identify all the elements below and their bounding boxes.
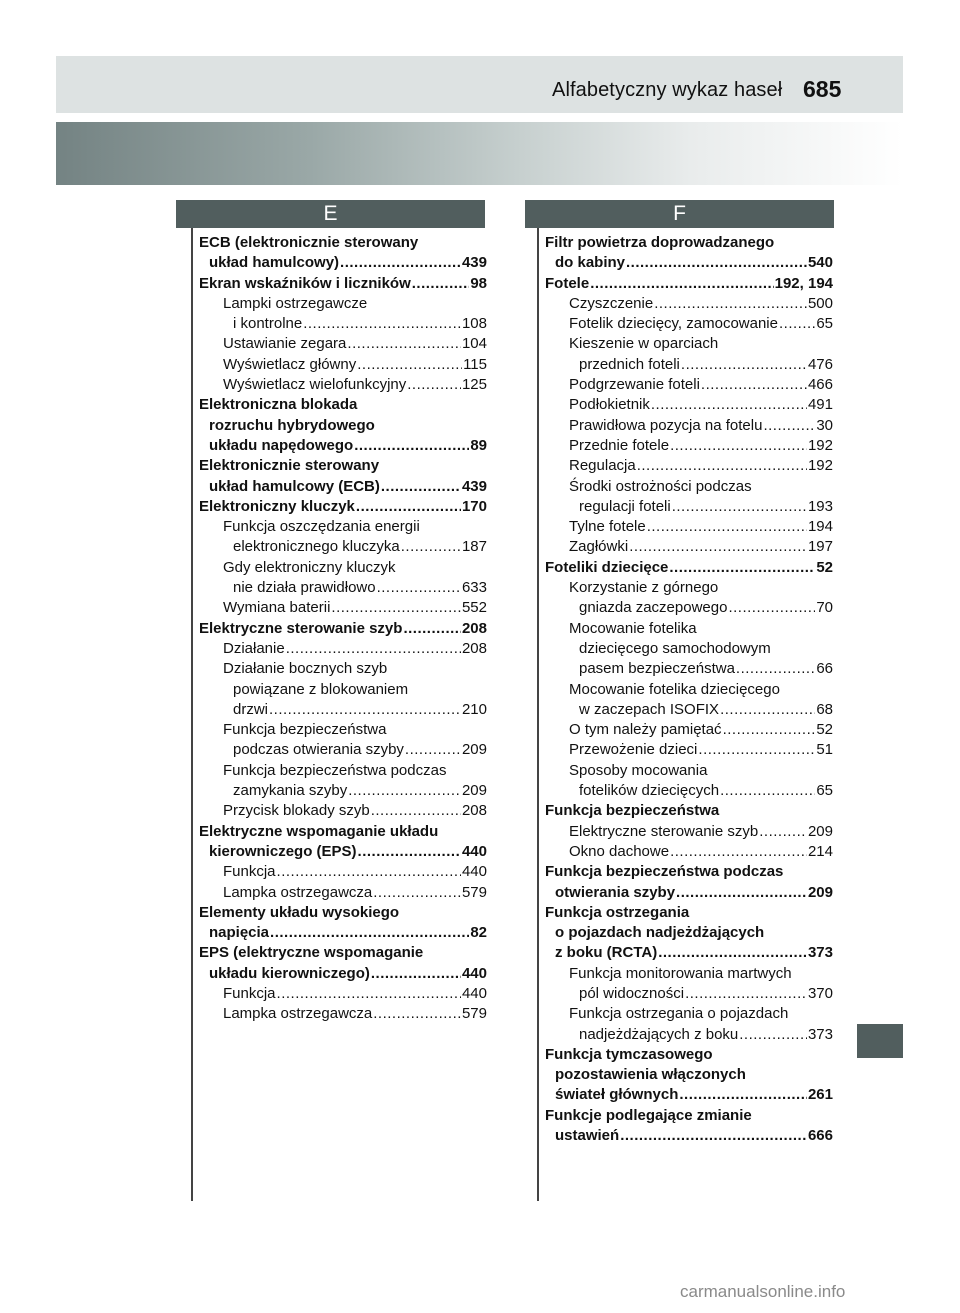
index-subentry bbox=[545, 314, 833, 334]
page-reference[interactable]: 89 bbox=[470, 436, 487, 454]
page-reference[interactable]: 65 bbox=[816, 315, 833, 333]
index-subentry bbox=[545, 517, 833, 537]
page-reference[interactable]: 440 bbox=[461, 964, 487, 982]
dot-leader bbox=[373, 883, 461, 903]
page-reference[interactable]: 104 bbox=[461, 335, 487, 353]
chapter-side-tab[interactable] bbox=[857, 1024, 903, 1058]
dot-leader bbox=[407, 375, 461, 395]
entry-text: Zagłówki bbox=[569, 538, 629, 556]
entry-text: Środki ostrożności podczas bbox=[569, 477, 752, 495]
column-divider-left bbox=[191, 228, 193, 1201]
entry-text: Funkcja ostrzegania bbox=[545, 903, 690, 921]
dot-leader bbox=[759, 822, 807, 842]
entry-text: o pojazdach nadjeżdżających bbox=[555, 924, 765, 942]
index-entry bbox=[199, 274, 487, 294]
entry-text: pozostawienia włączonych bbox=[555, 1066, 746, 1084]
page-reference[interactable]: 108 bbox=[461, 315, 487, 333]
dot-leader bbox=[728, 598, 815, 618]
entry-text: Lampka ostrzegawcza bbox=[223, 883, 373, 901]
dot-leader bbox=[723, 720, 816, 740]
page-reference[interactable]: 30 bbox=[816, 416, 833, 434]
index-subentry bbox=[545, 294, 833, 314]
dot-leader bbox=[654, 294, 807, 314]
page-reference[interactable]: 633 bbox=[461, 579, 487, 597]
entry-text: Wyświetlacz wielofunkcyjny bbox=[223, 376, 407, 394]
index-entry bbox=[545, 862, 833, 903]
dot-leader bbox=[377, 578, 461, 598]
entry-text: Podgrzewanie foteli bbox=[569, 376, 700, 394]
index-subentry bbox=[545, 720, 833, 740]
entry-text: Lampka ostrzegawcza bbox=[223, 1005, 373, 1023]
page-reference[interactable]: 210 bbox=[461, 700, 487, 718]
entry-text: Ekran wskaźników i liczników bbox=[199, 274, 411, 292]
dot-leader bbox=[358, 842, 461, 862]
index-subentry bbox=[545, 416, 833, 436]
index-subentry bbox=[199, 801, 487, 821]
dot-leader bbox=[651, 395, 807, 415]
page-reference[interactable]: 170 bbox=[461, 497, 487, 515]
entry-text: Elektroniczny kluczyk bbox=[199, 497, 355, 515]
entry-text: drzwi bbox=[233, 700, 269, 718]
dot-leader bbox=[371, 964, 461, 984]
entry-text: Funkcja bezpieczeństwa bbox=[545, 802, 720, 820]
dot-leader bbox=[670, 436, 807, 456]
entry-text: i kontrolne bbox=[233, 315, 303, 333]
page-reference[interactable]: 194 bbox=[807, 518, 833, 536]
entry-text: w zaczepach ISOFIX bbox=[579, 700, 720, 718]
page-reference[interactable]: 370 bbox=[807, 984, 833, 1002]
dot-leader bbox=[286, 639, 461, 659]
entry-text: układ hamulcowy (ECB) bbox=[209, 477, 380, 495]
dot-leader bbox=[277, 862, 461, 882]
page-reference[interactable]: 540 bbox=[807, 254, 833, 272]
index-subentry bbox=[545, 334, 833, 375]
entry-text: regulacji foteli bbox=[579, 497, 671, 515]
entry-text: Okno dachowe bbox=[569, 842, 670, 860]
entry-text: Elektryczne sterowanie szyb bbox=[199, 619, 403, 637]
entry-text: Funkcje podlegające zmianie bbox=[545, 1106, 752, 1124]
index-entry bbox=[199, 943, 487, 984]
page-reference[interactable]: 65 bbox=[816, 782, 833, 800]
index-entry bbox=[545, 233, 833, 274]
page-reference[interactable]: 115 bbox=[463, 355, 487, 373]
dot-leader bbox=[354, 436, 469, 456]
index-subentry bbox=[545, 842, 833, 862]
entry-text: Ustawianie zegara bbox=[223, 335, 347, 353]
index-subentry bbox=[199, 334, 487, 354]
entry-text: Funkcja bezpieczeństwa podczas bbox=[545, 863, 784, 881]
index-entry bbox=[199, 456, 487, 497]
page-reference[interactable]: 373 bbox=[807, 944, 833, 962]
dot-leader bbox=[269, 700, 461, 720]
entry-text: Foteliki dziecięce bbox=[545, 558, 669, 576]
dot-leader bbox=[348, 781, 461, 801]
entry-text: Podłokietnik bbox=[569, 396, 650, 414]
entry-text: ustawień bbox=[555, 1127, 620, 1145]
index-subentry bbox=[199, 984, 487, 1004]
dot-leader bbox=[270, 923, 469, 943]
index-entry bbox=[545, 801, 833, 821]
index-entry bbox=[199, 233, 487, 274]
page-reference[interactable]: 439 bbox=[461, 477, 487, 495]
page-reference[interactable]: 209 bbox=[807, 822, 833, 840]
entry-text: zamykania szyby bbox=[233, 782, 348, 800]
entry-text: Filtr powietrza doprowadzanego bbox=[545, 234, 775, 251]
page-reference[interactable]: 666 bbox=[807, 1127, 833, 1145]
page-reference[interactable]: 491 bbox=[807, 396, 833, 414]
page-reference[interactable]: 214 bbox=[807, 842, 833, 860]
page-reference[interactable]: 466 bbox=[807, 376, 833, 394]
page-reference[interactable]: 208 bbox=[461, 802, 487, 820]
page-reference[interactable]: 440 bbox=[461, 863, 487, 881]
index-subentry bbox=[545, 395, 833, 415]
entry-text: pól widoczności bbox=[579, 984, 685, 1002]
entry-text: Funkcja monitorowania martwych bbox=[569, 964, 792, 982]
entry-text: Elektryczne wspomaganie układu bbox=[199, 822, 439, 840]
entry-text: pasem bezpieczeństwa bbox=[579, 660, 735, 678]
dot-leader bbox=[681, 355, 807, 375]
page-reference[interactable]: 440 bbox=[461, 984, 487, 1002]
page-reference[interactable]: 125 bbox=[461, 376, 487, 394]
page-reference[interactable]: 192 bbox=[807, 457, 833, 475]
index-entry bbox=[199, 497, 487, 517]
dot-leader bbox=[381, 477, 461, 497]
decorative-gradient-banner bbox=[56, 122, 903, 185]
entry-text: do kabiny bbox=[555, 254, 626, 272]
index-subentry bbox=[199, 720, 487, 761]
entry-text: Funkcja tymczasowego bbox=[545, 1045, 713, 1063]
dot-leader bbox=[698, 740, 815, 760]
dot-leader bbox=[676, 883, 807, 903]
entry-text: kierowniczego (EPS) bbox=[209, 842, 357, 860]
entry-text: O tym należy pamiętać bbox=[569, 721, 722, 739]
entry-text: Działanie bbox=[223, 639, 285, 657]
index-subentry bbox=[199, 294, 487, 335]
dot-leader bbox=[679, 1085, 807, 1105]
entry-text: Regulacja bbox=[569, 457, 636, 475]
page-reference[interactable]: 52 bbox=[816, 721, 833, 739]
entry-text: ECB (elektronicznie sterowany bbox=[199, 234, 419, 251]
index-subentry bbox=[199, 375, 487, 395]
index-subentry bbox=[545, 680, 833, 721]
page-reference[interactable]: 187 bbox=[461, 538, 487, 556]
entry-text: Mocowanie fotelika bbox=[569, 619, 697, 637]
index-subentry bbox=[199, 659, 487, 720]
entry-text: Funkcja oszczędzania energii bbox=[223, 518, 420, 536]
index-subentry bbox=[545, 456, 833, 476]
index-subentry bbox=[199, 355, 487, 375]
index-column-e bbox=[199, 233, 487, 1025]
page-reference[interactable]: 82 bbox=[470, 924, 487, 942]
entry-text: Elektronicznie sterowany bbox=[199, 457, 380, 475]
dot-leader bbox=[672, 497, 807, 517]
page-reference[interactable]: 66 bbox=[816, 660, 833, 678]
index-entry bbox=[199, 822, 487, 863]
entry-text: Fotelik dziecięcy, zamocowanie bbox=[569, 315, 778, 333]
entry-text: Wymiana baterii bbox=[223, 599, 331, 617]
page-reference[interactable]: 373 bbox=[807, 1025, 833, 1043]
page-reference[interactable]: 98 bbox=[470, 274, 487, 292]
index-subentry bbox=[545, 964, 833, 1005]
index-subentry bbox=[545, 619, 833, 680]
index-entry bbox=[545, 903, 833, 964]
dot-leader bbox=[371, 801, 461, 821]
dot-leader bbox=[331, 598, 461, 618]
dot-leader bbox=[357, 355, 462, 375]
entry-text: świateł głównych bbox=[555, 1086, 679, 1104]
dot-leader bbox=[720, 700, 815, 720]
index-subentry bbox=[199, 639, 487, 659]
page-title: Alfabetyczny wykaz haseł bbox=[552, 79, 783, 101]
index-column-f bbox=[545, 233, 833, 1146]
page-reference[interactable]: 439 bbox=[461, 254, 487, 272]
entry-text: Działanie bocznych szyb bbox=[223, 660, 388, 678]
index-entry bbox=[545, 1045, 833, 1106]
entry-text: rozruchu hybrydowego bbox=[209, 416, 375, 434]
page-reference[interactable]: 208 bbox=[461, 619, 487, 637]
entry-text: z boku (RCTA) bbox=[555, 944, 658, 962]
index-subentry bbox=[545, 436, 833, 456]
entry-text: powiązane z blokowaniem bbox=[233, 680, 409, 698]
page-reference[interactable]: 209 bbox=[461, 782, 487, 800]
entry-text: elektronicznego kluczyka bbox=[233, 538, 400, 556]
page-reference[interactable]: 51 bbox=[816, 741, 833, 759]
entry-text: Mocowanie fotelika dziecięcego bbox=[569, 680, 780, 698]
page-reference[interactable]: 476 bbox=[807, 355, 833, 373]
page-number: 685 bbox=[803, 76, 842, 102]
dot-leader bbox=[669, 558, 815, 578]
page-reference[interactable]: 52 bbox=[816, 558, 833, 576]
dot-leader bbox=[647, 517, 807, 537]
index-entry bbox=[199, 903, 487, 944]
entry-text: nie działa prawidłowo bbox=[233, 579, 376, 597]
index-subentry bbox=[199, 1004, 487, 1024]
entry-text: układ hamulcowy) bbox=[209, 254, 340, 272]
dot-leader bbox=[670, 842, 807, 862]
section-header-e: E bbox=[176, 200, 485, 228]
dot-leader bbox=[626, 253, 807, 273]
entry-text: Elektryczne sterowanie szyb bbox=[569, 822, 759, 840]
entry-text: Fotele bbox=[545, 274, 590, 292]
dot-leader bbox=[303, 314, 461, 334]
page-reference[interactable]: 192 bbox=[807, 436, 833, 454]
entry-text: układu napędowego bbox=[209, 436, 354, 454]
dot-leader bbox=[763, 416, 815, 436]
dot-leader bbox=[739, 1025, 807, 1045]
entry-text: fotelików dziecięcych bbox=[579, 782, 720, 800]
entry-text: Czyszczenie bbox=[569, 294, 654, 312]
dot-leader bbox=[620, 1126, 807, 1146]
page-reference[interactable]: 193 bbox=[807, 497, 833, 515]
dot-leader bbox=[403, 619, 461, 639]
dot-leader bbox=[340, 253, 461, 273]
index-entry bbox=[199, 619, 487, 639]
dot-leader bbox=[590, 274, 773, 294]
index-subentry bbox=[199, 883, 487, 903]
entry-text: Korzystanie z górnego bbox=[569, 579, 719, 597]
column-divider-right bbox=[537, 228, 539, 1201]
index-subentry bbox=[545, 477, 833, 518]
index-entry bbox=[199, 395, 487, 456]
entry-text: Sposoby mocowania bbox=[569, 761, 708, 779]
entry-text: Elementy układu wysokiego bbox=[199, 903, 400, 921]
index-subentry bbox=[199, 517, 487, 558]
page-reference[interactable]: 208 bbox=[461, 639, 487, 657]
entry-text: otwierania szyby bbox=[555, 883, 676, 901]
dot-leader bbox=[412, 274, 470, 294]
index-subentry bbox=[199, 862, 487, 882]
dot-leader bbox=[629, 537, 807, 557]
dot-leader bbox=[779, 314, 815, 334]
dot-leader bbox=[405, 740, 461, 760]
page-reference[interactable]: 209 bbox=[461, 741, 487, 759]
entry-text: Elektroniczna blokada bbox=[199, 396, 358, 414]
index-entry bbox=[545, 274, 833, 294]
entry-text: Wyświetlacz główny bbox=[223, 355, 357, 373]
index-subentry bbox=[545, 740, 833, 760]
entry-text: Gdy elektroniczny kluczyk bbox=[223, 558, 396, 576]
entry-text: układu kierowniczego) bbox=[209, 964, 370, 982]
entry-text: Funkcja bbox=[223, 984, 276, 1002]
dot-leader bbox=[347, 334, 461, 354]
entry-text: dziecięcego samochodowym bbox=[579, 639, 771, 657]
dot-leader bbox=[685, 984, 807, 1004]
dot-leader bbox=[736, 659, 815, 679]
page-reference[interactable]: 68 bbox=[816, 700, 833, 718]
entry-text: Lampki ostrzegawcze bbox=[223, 294, 368, 312]
entry-text: gniazda zaczepowego bbox=[579, 599, 728, 617]
page-reference[interactable]: 579 bbox=[461, 1005, 487, 1023]
entry-text: Tylne fotele bbox=[569, 518, 646, 536]
dot-leader bbox=[277, 984, 461, 1004]
dot-leader bbox=[401, 537, 461, 557]
entry-text: Funkcja bezpieczeństwa podczas bbox=[223, 761, 447, 779]
page-reference[interactable]: 209 bbox=[807, 883, 833, 901]
entry-text: Funkcja bezpieczeństwa bbox=[223, 721, 387, 739]
index-subentry bbox=[545, 1004, 833, 1045]
entry-text: napięcia bbox=[209, 924, 270, 942]
entry-text: Przednie fotele bbox=[569, 436, 670, 454]
entry-text: nadjeżdżających z boku bbox=[579, 1025, 739, 1043]
index-entry bbox=[545, 558, 833, 578]
page-reference[interactable]: 552 bbox=[461, 599, 487, 617]
entry-text: podczas otwierania szyby bbox=[233, 741, 404, 759]
dot-leader bbox=[701, 375, 807, 395]
page-reference[interactable]: 197 bbox=[807, 538, 833, 556]
index-subentry bbox=[199, 558, 487, 599]
index-subentry bbox=[545, 578, 833, 619]
watermark-text: carmanualsonline.info bbox=[680, 1282, 846, 1301]
page-reference[interactable]: 500 bbox=[807, 294, 833, 312]
page-reference[interactable]: 70 bbox=[816, 599, 833, 617]
dot-leader bbox=[720, 781, 815, 801]
index-subentry bbox=[545, 761, 833, 802]
entry-text: Prawidłowa pozycja na fotelu bbox=[569, 416, 763, 434]
index-subentry bbox=[545, 822, 833, 842]
page-reference[interactable]: 192, 194 bbox=[774, 274, 833, 292]
section-header-f: F bbox=[525, 200, 834, 228]
page-reference[interactable]: 440 bbox=[461, 842, 487, 860]
entry-text: Kieszenie w oparciach bbox=[569, 335, 719, 353]
entry-text: Przewożenie dzieci bbox=[569, 741, 698, 759]
index-subentry bbox=[545, 375, 833, 395]
entry-text: przednich foteli bbox=[579, 355, 680, 373]
entry-text: Funkcja bbox=[223, 863, 276, 881]
entry-text: Funkcja ostrzegania o pojazdach bbox=[569, 1005, 789, 1023]
dot-leader bbox=[373, 1004, 461, 1024]
index-subentry bbox=[545, 537, 833, 557]
page-reference[interactable]: 579 bbox=[461, 883, 487, 901]
dot-leader bbox=[637, 456, 807, 476]
page-reference[interactable]: 261 bbox=[807, 1086, 833, 1104]
entry-text: Przycisk blokady szyb bbox=[223, 802, 370, 820]
index-subentry bbox=[199, 598, 487, 618]
index-subentry bbox=[199, 761, 487, 802]
entry-text: EPS (elektryczne wspomaganie bbox=[199, 944, 424, 962]
dot-leader bbox=[658, 943, 807, 963]
index-entry bbox=[545, 1106, 833, 1147]
dot-leader bbox=[356, 497, 461, 517]
